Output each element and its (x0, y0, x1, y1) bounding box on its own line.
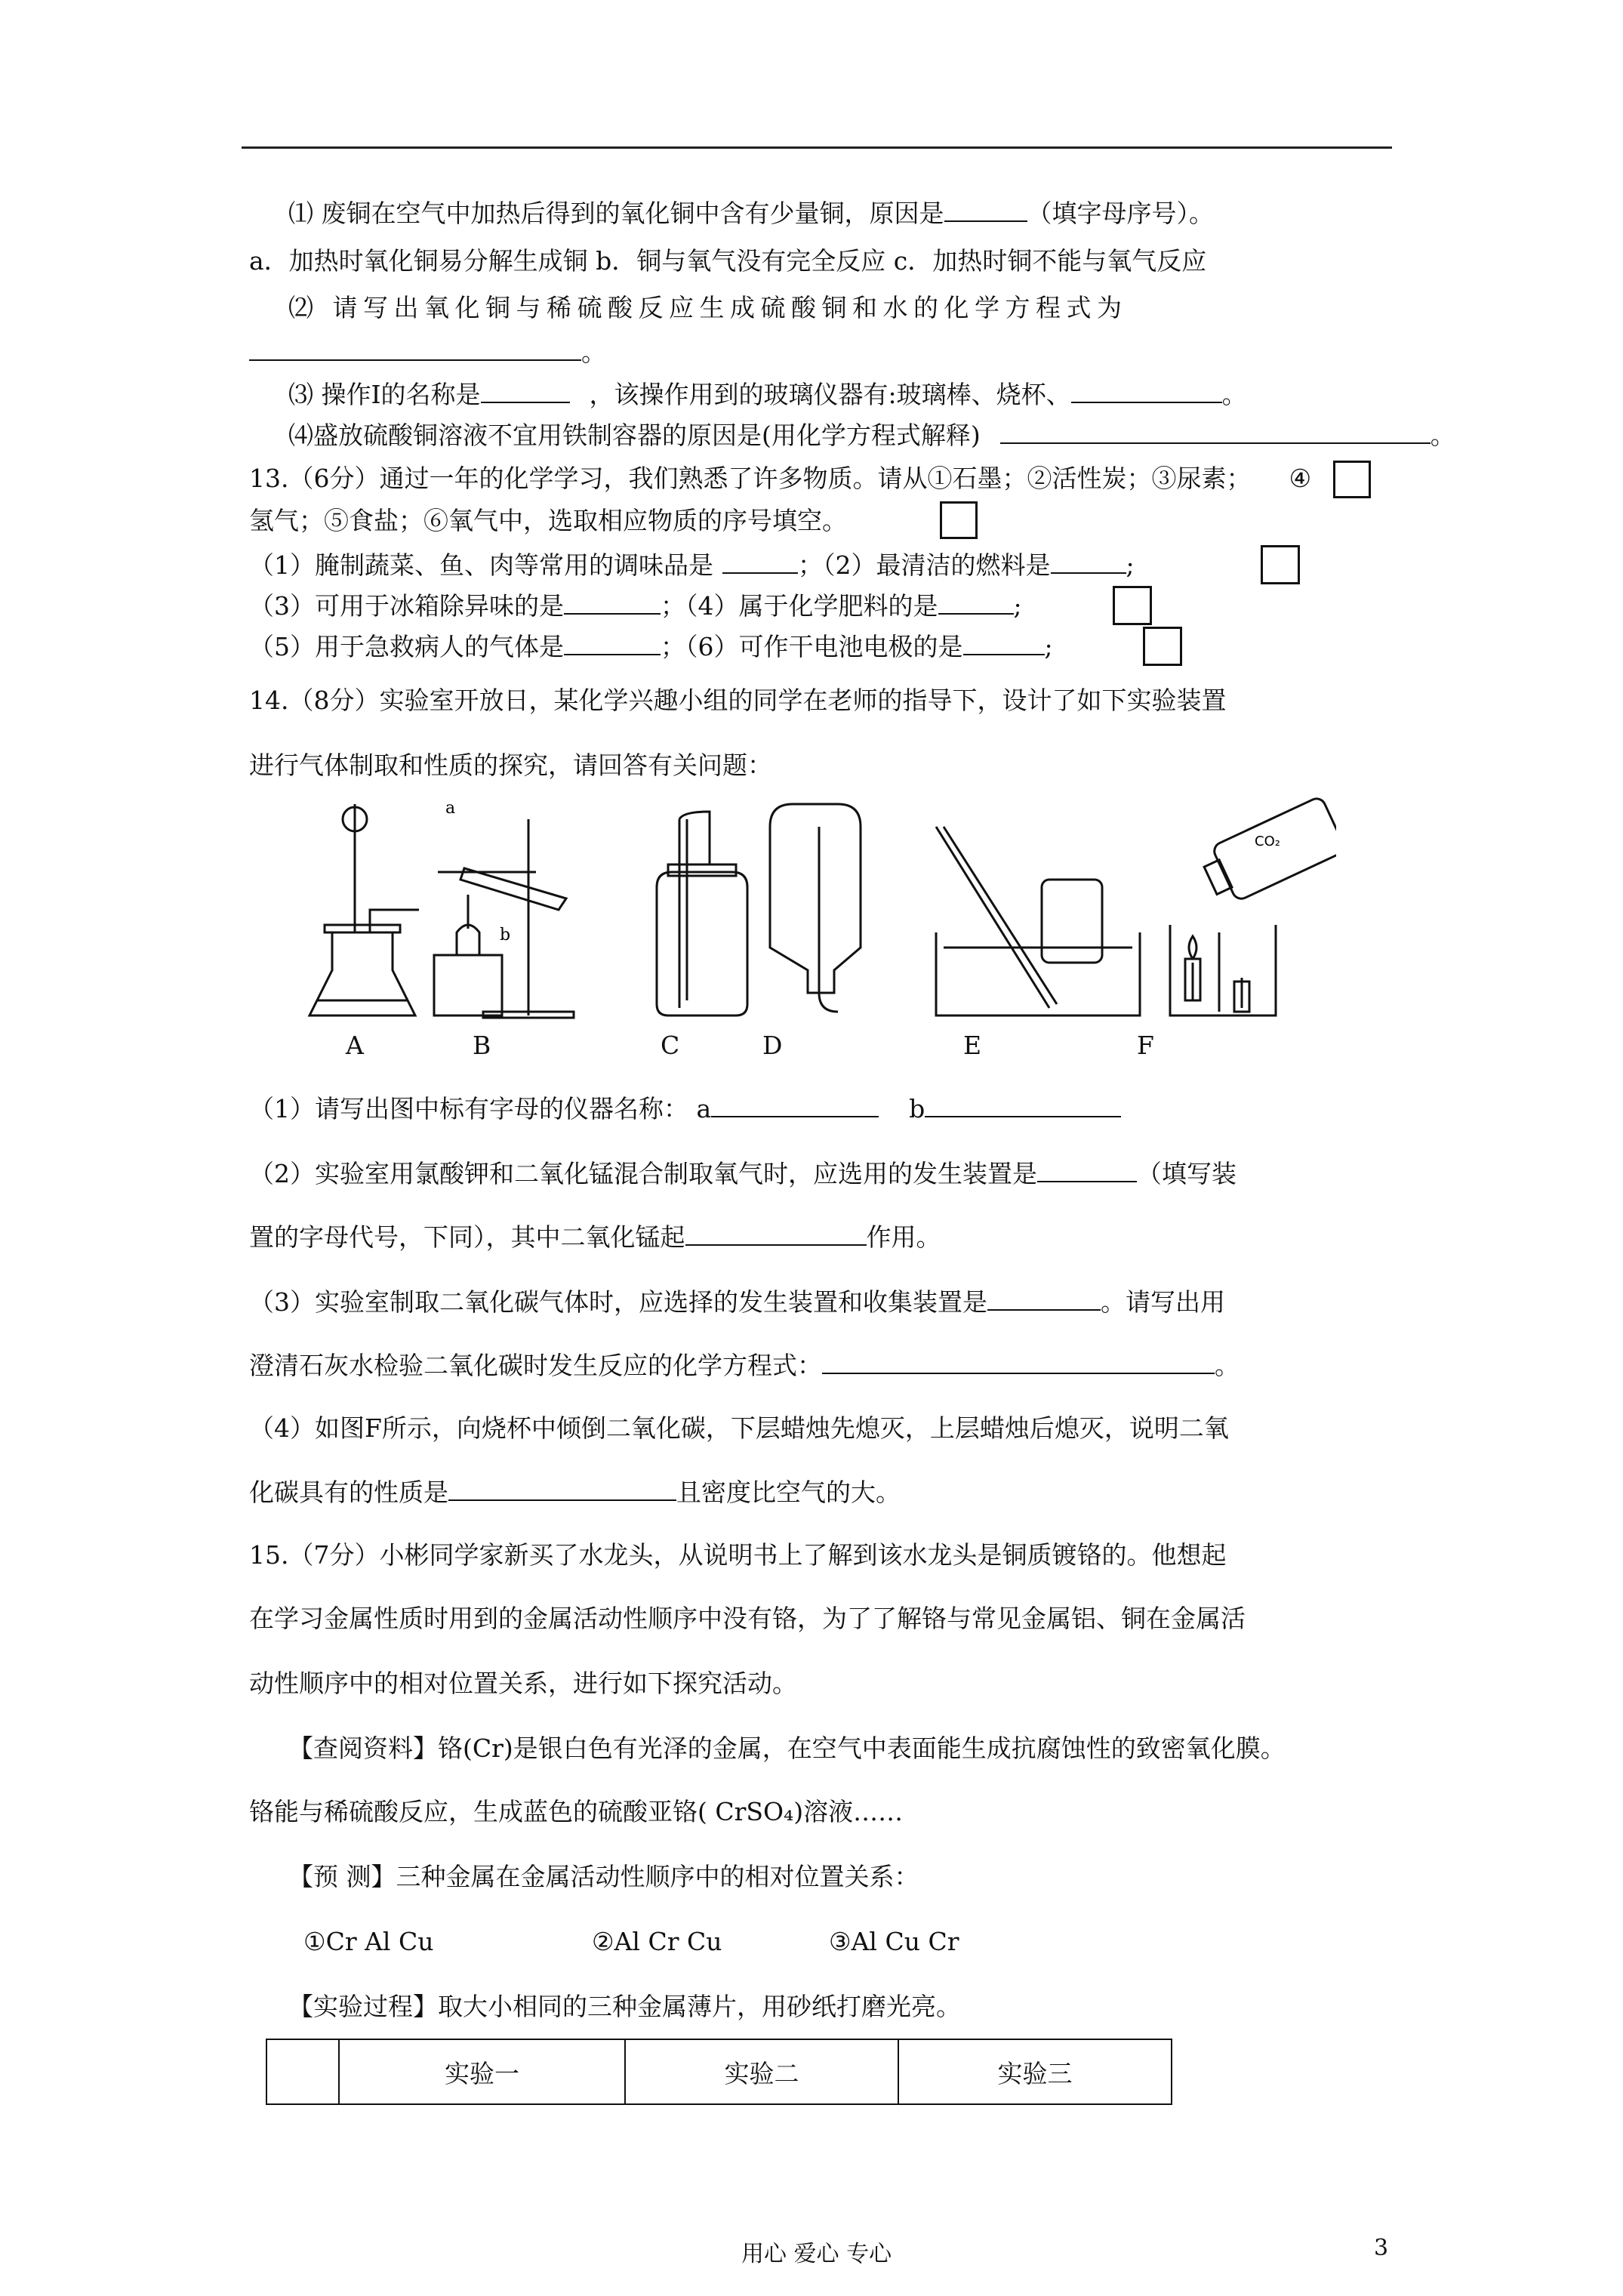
q13-parts-5-6: （5）用于急救病人的气体是 ；（6）可作干电池电极的是 ; (249, 632, 1053, 661)
fig-label-b: B (473, 1031, 491, 1060)
page-number: 3 (1374, 2235, 1389, 2261)
apparatus-e (936, 827, 1140, 1015)
label-co2: CO₂ (1255, 834, 1280, 849)
apparatus-b (434, 819, 574, 1018)
q14-part-2: （2）实验室用氯酸钾和二氧化锰混合制取氧气时，应选用的发生装置是 （填写装 (249, 1159, 1236, 1188)
q15-option-3: ③Al Cu Cr (829, 1927, 959, 1956)
q12-line-3: ⑶ 操作Ⅰ的名称是 ，该操作用到的玻璃仪器有:玻璃棒、烧杯、 。 (288, 380, 1247, 409)
table-header-cell: 实验三 (898, 2039, 1172, 2104)
q14-line-2: 进行气体制取和性质的探究，请回答有关问题： (249, 750, 772, 780)
fig-label-d: D (762, 1031, 783, 1060)
fig-label-f: F (1137, 1031, 1154, 1060)
q13-parts-1-2: （1）腌制蔬菜、鱼、肉等常用的调味品是 ；（2）最清洁的燃料是 ; (249, 550, 1135, 580)
q15-procedure: 【实验过程】取大小相同的三种金属薄片，用砂纸打磨光亮。 (288, 1992, 961, 2021)
q12-line-2b: 。 (249, 337, 606, 368)
answer-box (1113, 586, 1152, 625)
q15-option-2: ②Al Cr Cu (592, 1927, 722, 1956)
q12-line-1: ⑴ 废铜在空气中加热后得到的氧化铜中含有少量铜，原因是 （填字母序号）。 (288, 199, 1214, 228)
experiment-table (266, 2039, 1172, 2105)
fig-label-a: A (346, 1031, 364, 1060)
label-b: b (500, 926, 511, 945)
table-header-cell (266, 2039, 339, 2104)
q13-parts-3-4: （3）可用于冰箱除异味的是 ；（4）属于化学肥料的是 ; (249, 591, 1022, 621)
fig-label-e: E (963, 1031, 982, 1060)
q15-reference-2: 铬能与稀硫酸反应，生成蓝色的硫酸亚铬( CrSO₄)溶液…… (249, 1797, 904, 1826)
answer-box (1261, 545, 1300, 584)
q13-line-2: 氢气；⑤食盐；⑥氧气中，选取相应物质的序号填空。 (249, 506, 847, 535)
q14-part-1: （1）请写出图中标有字母的仪器名称： a b (249, 1093, 1121, 1124)
q15-head: 15.（7分）小彬同学家新买了水龙头，从说明书上了解到该水龙头是铜质镀铬的。他想起 (249, 1540, 1227, 1570)
q12-line-4: ⑷盛放硫酸铜溶液不宜用铁制容器的原因是(用化学方程式解释) 。 (288, 421, 1455, 450)
label-a: a (445, 799, 456, 818)
q13-head: 13.（6分）通过一年的化学学习，我们熟悉了许多物质。请从①石墨；②活性炭；③尿素； ④ (249, 464, 1312, 493)
q15-prediction: 【预 测】三种金属在金属活动性顺序中的相对位置关系： (288, 1862, 919, 1891)
q14-part-4: （4）如图F所示，向烧杯中倾倒二氧化碳，下层蜡烛先熄灭，上层蜡烛后熄灭，说明二氧 (249, 1413, 1229, 1443)
fig-label-c: C (661, 1031, 680, 1060)
q15-option-1: ①Cr Al Cu (303, 1927, 434, 1956)
table-header-cell: 实验一 (339, 2039, 625, 2104)
apparatus-figure (287, 797, 1336, 1023)
apparatus-d (770, 804, 861, 1012)
q14-head: 14.（8分）实验室开放日，某化学兴趣小组的同学在老师的指导下，设计了如下实验装置 (249, 686, 1227, 715)
table-row (266, 2039, 1172, 2104)
footer-motto: 用心 爱心 专心 (741, 2241, 892, 2267)
apparatus-a (310, 804, 419, 1015)
table-header-cell: 实验二 (625, 2039, 898, 2104)
q14-part-3: （3）实验室制取二氧化碳气体时，应选择的发生装置和收集装置是 。请写出用 (249, 1287, 1225, 1317)
q15-reference: 【查阅资料】铬(Cr)是银白色有光泽的金属，在空气中表面能生成抗腐蚀性的致密氧化膜。 (288, 1734, 1286, 1763)
answer-box (940, 501, 978, 539)
q14-part-2b: 置的字母代号，下同），其中二氧化锰起 作用。 (249, 1222, 941, 1252)
answer-box (1143, 627, 1182, 666)
q15-line-2: 在学习金属性质时用到的金属活动性顺序中没有铬，为了了解铬与常见金属铝、铜在金属活 (249, 1604, 1246, 1633)
q15-line-3: 动性顺序中的相对位置关系，进行如下探究活动。 (249, 1669, 797, 1698)
q12-options: a．加热时氧化铜易分解生成铜 b．铜与氧气没有完全反应 c．加热时铜不能与氧气反应 (249, 246, 1207, 276)
apparatus-f (1170, 797, 1336, 1015)
header-rule (242, 146, 1392, 149)
q14-part-3b: 澄清石灰水检验二氧化碳时发生反应的化学方程式： 。 (249, 1351, 1240, 1380)
q12-line-2: ⑵ 请写出氧化铜与稀硫酸反应生成硫酸铜和水的化学方程式为 (288, 293, 1128, 322)
apparatus-c (657, 812, 747, 1015)
q14-part-4b: 化碳具有的性质是 且密度比空气的大。 (249, 1478, 901, 1507)
answer-box (1333, 461, 1371, 498)
